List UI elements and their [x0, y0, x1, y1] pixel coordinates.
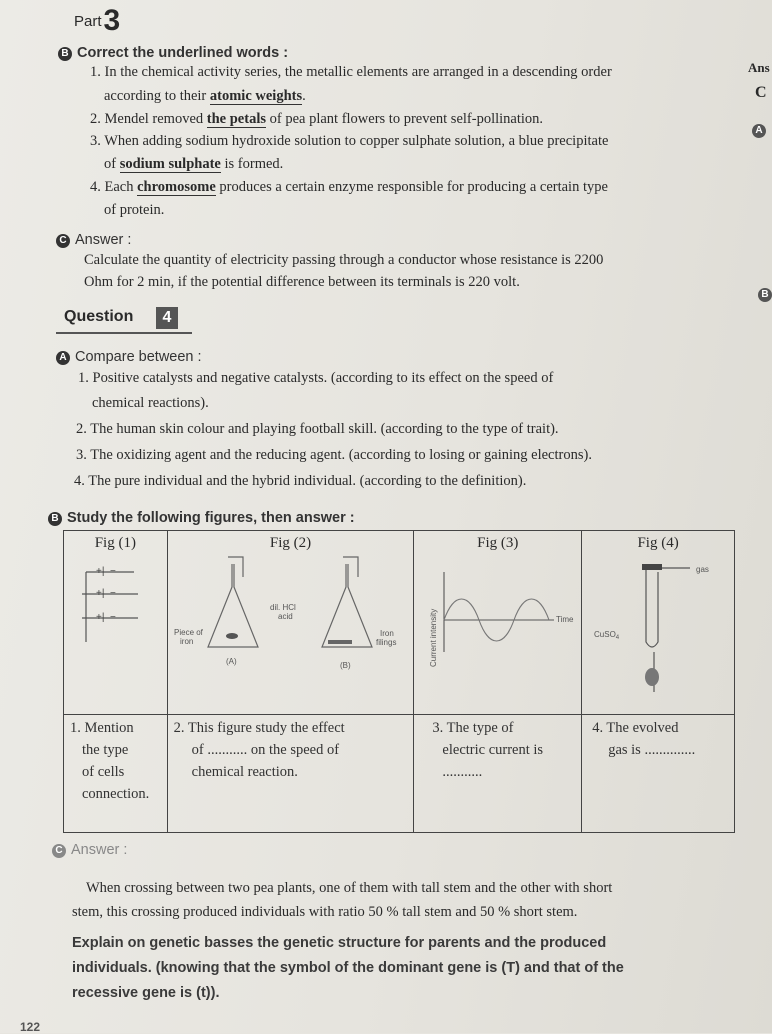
fig-1-title: Fig (1) — [94, 535, 136, 551]
question-label: Question — [64, 308, 134, 325]
badge-b-icon: B — [58, 47, 72, 61]
item-2-post: of pea plant flowers to prevent self-pollination. — [266, 111, 544, 127]
question-2-cell — [167, 715, 414, 833]
label-gas: gas — [696, 565, 710, 574]
underlined-sodium-sulphate: sodium sulphate — [119, 156, 221, 172]
answer-bold-1: Explain on genetic basses the genetic structure for parents and the produced — [72, 935, 607, 951]
answer-title: Answer : — [71, 842, 128, 858]
section-b-title: Correct the underlined words : — [77, 45, 289, 61]
fig-3-title: Fig (3) — [477, 535, 519, 551]
q1-line-1: 1. Mention — [70, 720, 134, 736]
section-c-line-1: Calculate the quantity of electricity passing through a conductor whose resistance is 2200 — [84, 252, 604, 268]
section-a-heading — [56, 349, 202, 365]
q2-line-1: 2. This figure study the effect — [173, 720, 345, 736]
underlined-chromosome: chromosome — [137, 179, 216, 195]
question-4-cell — [582, 715, 735, 833]
item-2 — [90, 111, 543, 128]
q1-line-4: connection. — [82, 786, 150, 802]
side-a-badge — [752, 121, 771, 139]
fig-4-title: Fig (4) — [637, 535, 679, 551]
item-4-line-2: of protein. — [104, 202, 165, 218]
section-b2-heading — [48, 510, 355, 526]
tube-b — [343, 557, 358, 577]
section-a-title: Compare between : — [75, 349, 202, 365]
fig-2-flasks-diagram — [168, 552, 412, 692]
label-a: (A) — [225, 657, 237, 666]
cell-3-minus: − — [110, 612, 116, 623]
compare-line-2: chemical reactions). — [92, 395, 209, 411]
item-3-line-1: 3. When adding sodium hydroxide solution to copper sulphate solution, a blue precipitate — [90, 133, 609, 149]
section-b-heading — [58, 45, 288, 61]
item-2-pre: 2. Mendel removed — [90, 111, 207, 127]
section-b2-title: Study the following figures, then answer : — [67, 510, 355, 526]
q4-text — [582, 715, 734, 763]
q1-line-2: the type — [82, 742, 129, 758]
question-number: 4 — [156, 307, 178, 329]
question-3-cell — [414, 715, 582, 833]
side-b-icon: B — [758, 288, 772, 302]
question-1-cell — [64, 715, 168, 833]
section-c-heading — [56, 232, 131, 248]
badge-answer-icon: C — [52, 844, 66, 858]
item-1-pre: according to their — [104, 88, 210, 104]
item-3-line-2 — [104, 156, 283, 173]
q2-line-2: of ........... on the speed of — [191, 742, 340, 758]
q2-line-3: chemical reaction. — [191, 764, 298, 780]
label-acid-2: acid — [277, 612, 293, 621]
compare-line-1: 1. Positive catalysts and negative catalysts. (according to its effect on the speed of — [78, 370, 554, 386]
stopper — [642, 564, 662, 570]
part-number: 3 — [103, 4, 121, 37]
fig-4-cell — [582, 531, 735, 715]
item-1-line-2 — [104, 88, 306, 105]
fig-2-title: Fig (2) — [269, 535, 312, 551]
cell-1-plus: +| — [96, 566, 105, 577]
item-1-line-1: 1. In the chemical activity series, the metallic elements are arranged in a descending order — [90, 64, 612, 80]
item-4-post: produces a certain enzyme responsible for producing a certain type — [215, 179, 608, 195]
side-b-badge — [758, 285, 772, 303]
question-4-header — [56, 306, 192, 334]
label-acid: dil. HCl — [269, 603, 296, 612]
label-cuso4-text: CuSO — [594, 630, 616, 639]
q3-text — [414, 715, 581, 785]
fig-3-cell — [414, 531, 582, 715]
q4-line-1: 4. The evolved — [592, 720, 679, 736]
q1-line-3: of cells — [82, 764, 125, 780]
compare-line-4: 3. The oxidizing agent and the reducing agent. (according to losing or gaining electrons). — [76, 447, 592, 463]
badge-c-icon: C — [56, 234, 70, 248]
side-c: C — [755, 84, 767, 101]
answer-line-2: stem, this crossing produced individuals with ratio 50 % tall stem and 50 % short stem. — [72, 904, 578, 920]
item-4-pre: 4. Each — [90, 179, 138, 195]
label-piece-2: iron — [179, 637, 193, 646]
label-piece: Piece of — [173, 628, 203, 637]
page-number: 122 — [20, 1020, 41, 1034]
label-time: Time — [556, 615, 574, 624]
part-label — [74, 4, 120, 38]
fig-1-cell — [64, 531, 168, 715]
compare-line-3: 2. The human skin colour and playing football skill. (according to the type of trait). — [76, 421, 559, 437]
label-b: (B) — [339, 661, 351, 670]
label-current: Current intensity — [429, 608, 439, 667]
iron-filings — [328, 640, 352, 644]
side-a-icon: A — [752, 124, 766, 138]
underlined-atomic-weights: atomic weights — [209, 88, 303, 104]
side-ans: Ans — [748, 60, 770, 75]
q3-line-2: electric current is — [442, 742, 544, 758]
q3-line-1: 3. The type of — [432, 720, 514, 736]
compare-line-5: 4. The pure individual and the hybrid individual. (according to the definition). — [74, 473, 527, 489]
answer-bold-3: recessive gene is (t)). — [72, 985, 220, 1001]
q3-line-3: ........... — [442, 764, 483, 780]
figures-row — [64, 531, 735, 715]
cell-2-plus: +| — [96, 588, 105, 599]
questions-row — [64, 715, 735, 833]
answer-line-1: When crossing between two pea plants, one of them with tall stem and the other with short — [86, 880, 613, 896]
label-cuso4 — [594, 630, 620, 641]
underlined-the-petals: the petals — [206, 111, 266, 127]
cell-2-minus: − — [110, 588, 116, 599]
answer-heading — [52, 842, 127, 858]
answer-bold-2: individuals. (knowing that the symbol of the dominant gene is (T) and that of the — [72, 960, 624, 976]
fig-4-gas-apparatus — [582, 552, 732, 692]
cell-1-minus: − — [110, 566, 116, 577]
fig-3-current-graph — [414, 552, 579, 692]
test-tube — [646, 568, 658, 647]
fig-2-cell — [167, 531, 414, 715]
flask-b — [322, 564, 372, 647]
q2-text — [168, 715, 414, 785]
item-1-post: . — [302, 88, 306, 104]
fig-1-cells-diagram — [64, 552, 164, 642]
q4-line-2: gas is .............. — [608, 742, 696, 758]
figures-table — [63, 530, 735, 833]
label-cuso4-sub: 4 — [615, 635, 620, 641]
badge-a-icon: A — [56, 351, 70, 365]
tube-a — [228, 557, 243, 577]
q1-text — [64, 715, 167, 807]
section-c-title: Answer : — [75, 232, 132, 248]
label-filings-2: filings — [375, 638, 397, 647]
section-c-line-2: Ohm for 2 min, if the potential difference between its terminals is 220 volt. — [84, 274, 520, 290]
badge-b2-icon: B — [48, 512, 62, 526]
part-text: Part — [74, 13, 102, 30]
item-3-post: is formed. — [220, 156, 284, 172]
iron-piece — [226, 633, 238, 639]
item-3-pre: of — [104, 156, 120, 172]
cell-3-plus: +| — [96, 612, 105, 623]
burner-flame — [645, 668, 659, 686]
label-filings: Iron — [379, 629, 394, 638]
item-4-line-1 — [90, 179, 608, 196]
